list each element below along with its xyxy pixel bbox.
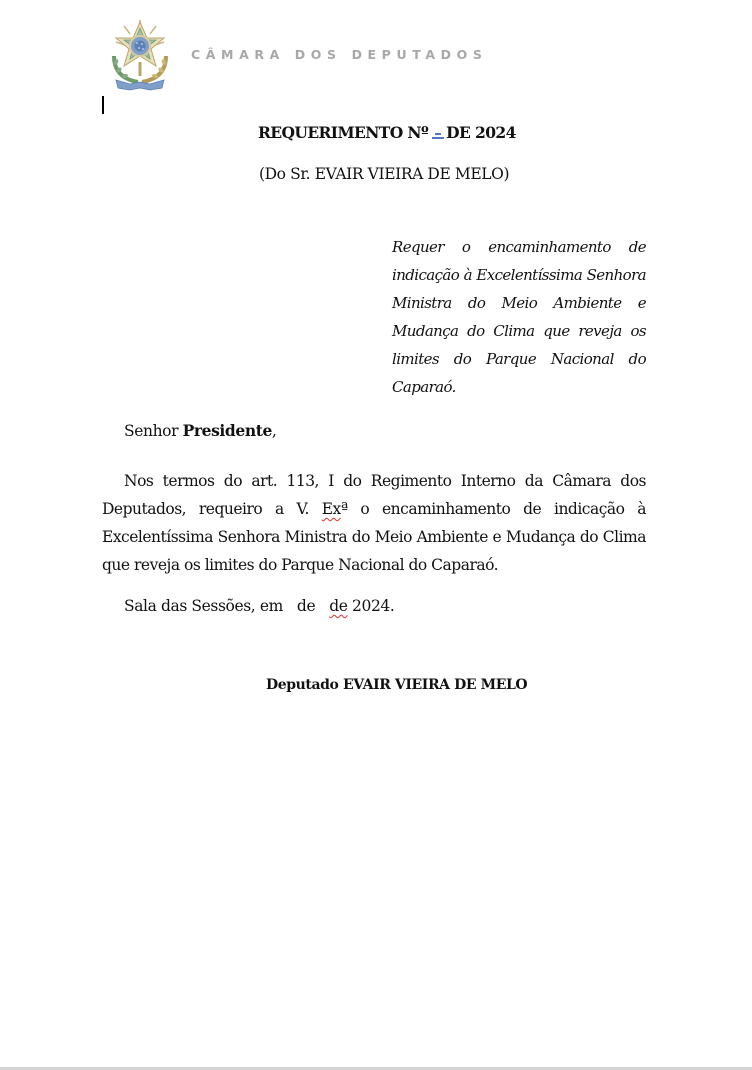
salutation-bold: Presidente xyxy=(182,421,272,440)
body-end: ª o encaminhamento de indicação à Excelentíssima Senhora Ministra do Meio Ambiente e Mudança do Clima que reveja os limites do Parque Nacional do Caparaó. xyxy=(102,500,646,574)
session-line xyxy=(124,597,394,615)
text-cursor xyxy=(102,96,104,114)
salutation-end: , xyxy=(271,422,277,440)
session-end: 2024. xyxy=(347,597,395,615)
session-middle: de xyxy=(296,597,316,615)
brazil-coat-of-arms-icon xyxy=(104,16,176,92)
signature: Deputado EVAIR VIEIRA DE MELO xyxy=(266,677,528,693)
title-suffix: DE 2024 xyxy=(446,123,516,142)
author-line: (Do Sr. EVAIR VIEIRA DE MELO) xyxy=(259,165,510,183)
number-field[interactable] xyxy=(432,125,444,139)
body-start: Nos termos do art. 113, I do Regimento Interno da Câmara dos Deputados, requeiro a V. xyxy=(102,472,646,518)
spellcheck-flagged-word[interactable]: Ex xyxy=(321,500,341,518)
session-start: Sala das Sessões, em xyxy=(124,597,283,615)
house-name: CÂMARA DOS DEPUTADOS xyxy=(191,47,488,62)
salutation-start: Senhor xyxy=(124,422,183,440)
title-prefix: REQUERIMENTO Nº xyxy=(258,123,429,142)
summary-paragraph: Requer o encaminhamento de indicação à Excelentíssima Senhora Ministra do Meio Ambiente e Mudança do Clima que reveja os limites do Parque Nacional do Caparaó. xyxy=(392,238,646,396)
document-title xyxy=(258,123,516,142)
spellcheck-flagged-word[interactable]: de xyxy=(329,597,348,615)
salutation xyxy=(124,421,276,440)
body-paragraph xyxy=(102,467,646,579)
